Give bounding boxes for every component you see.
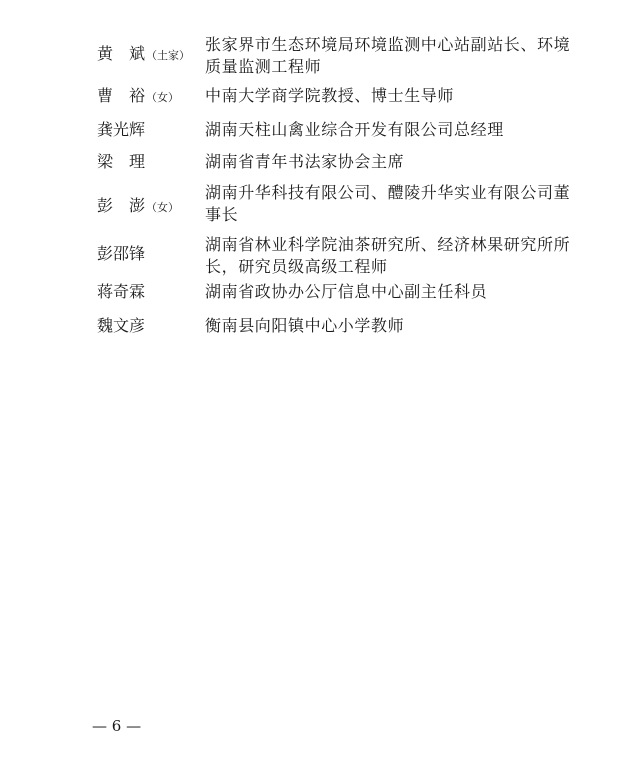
person-title: 衡南县向阳镇中心小学教师 xyxy=(205,316,405,335)
person-title: 湖南天柱山禽业综合开发有限公司总经理 xyxy=(205,120,504,139)
person-name: 龚光辉 xyxy=(97,120,146,139)
person-title: 张家界市生态环境局环境监测中心站副站长、环境质量监测工程师 xyxy=(205,35,571,76)
person-title: 湖南省政协办公厅信息中心副主任科员 xyxy=(205,282,488,301)
person-name: 彭邵锋 xyxy=(97,244,146,263)
gender-note: （女） xyxy=(146,91,180,104)
ethnicity-note: （土家） xyxy=(146,49,191,62)
person-name: 蒋奇霖 xyxy=(97,282,146,301)
gender-note: （女） xyxy=(146,201,180,214)
person-name: 曹 裕（女） xyxy=(97,86,180,105)
person-title: 湖南升华科技有限公司、醴陵升华实业有限公司董事长 xyxy=(205,183,571,224)
page-number: — 6 — xyxy=(92,717,142,735)
person-name: 彭 澎（女） xyxy=(97,196,180,215)
person-name: 黄 斌（土家） xyxy=(97,44,191,63)
person-title: 湖南省青年书法家协会主席 xyxy=(205,152,405,171)
person-name: 魏文彦 xyxy=(97,316,146,335)
person-name: 梁 理 xyxy=(97,152,146,171)
person-title: 中南大学商学院教授、博士生导师 xyxy=(205,86,455,105)
person-title: 湖南省林业科学院油茶研究所、经济林果研究所所长，研究员级高级工程师 xyxy=(205,235,571,276)
